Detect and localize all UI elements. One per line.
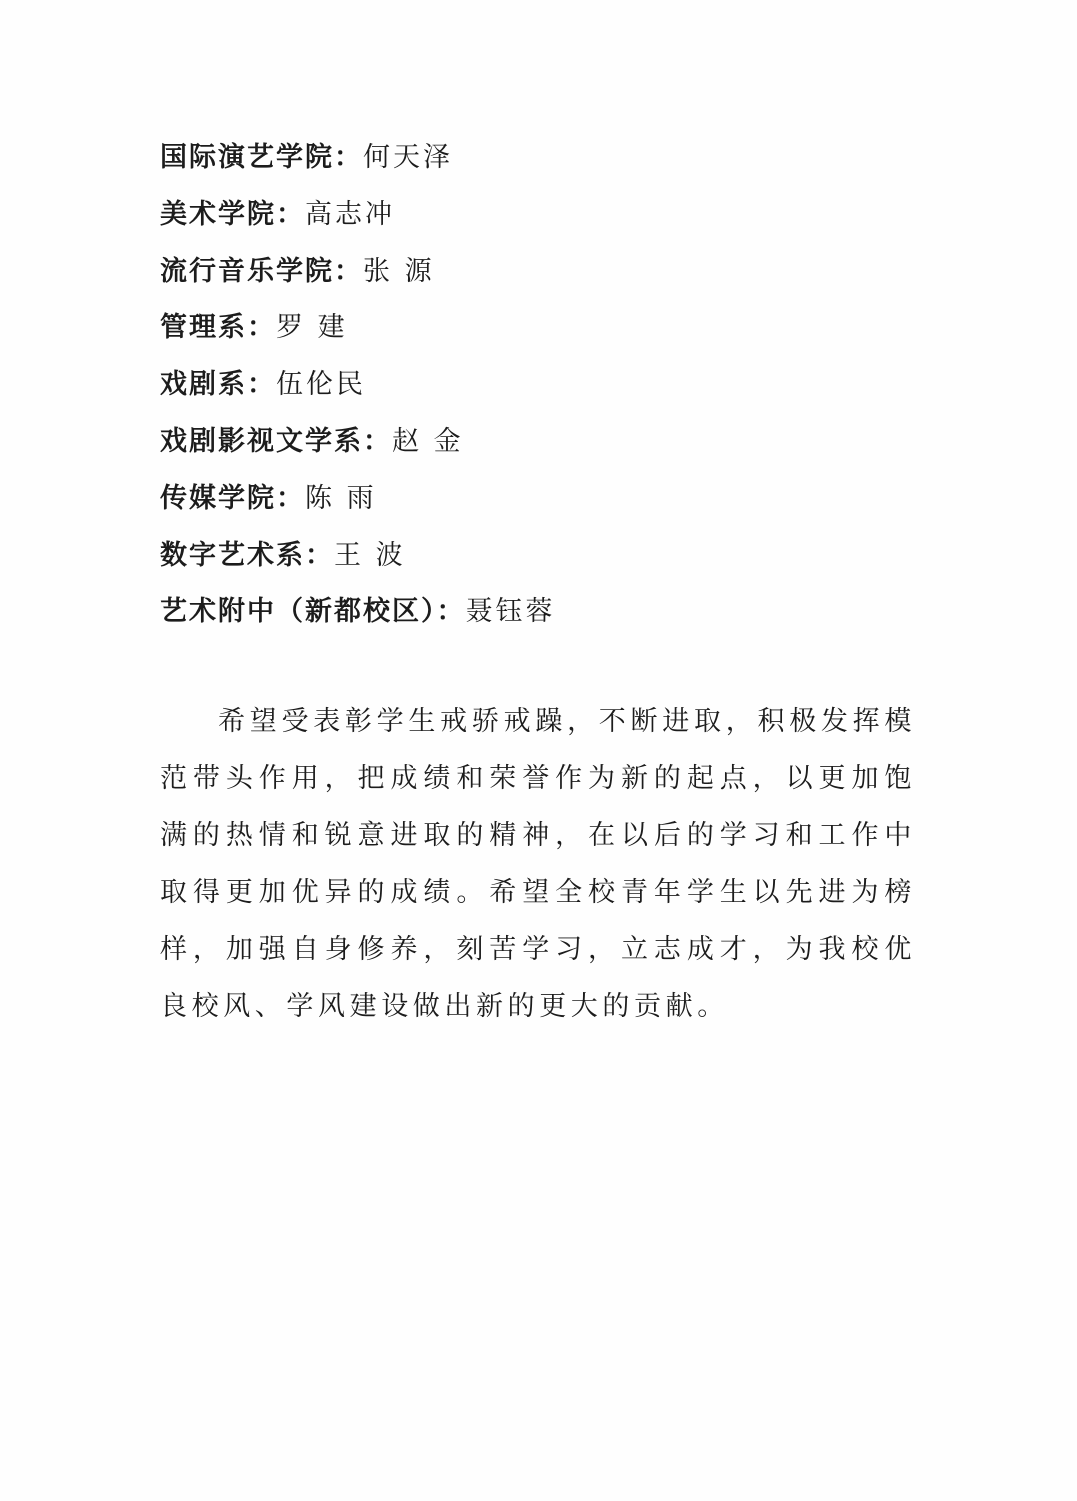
list-item — [160, 528, 920, 585]
list-item — [160, 130, 920, 187]
student-name: 高志冲 — [305, 198, 395, 230]
student-name: 王 波 — [334, 539, 406, 571]
department-label: 传媒学院： — [160, 482, 305, 514]
list-item — [160, 471, 920, 528]
list-item — [160, 357, 920, 414]
list-item — [160, 187, 920, 244]
student-name: 何天泽 — [363, 142, 453, 173]
student-name: 陈 雨 — [305, 482, 377, 514]
department-label: 戏剧系： — [160, 369, 276, 401]
department-label: 数字艺术系： — [160, 539, 334, 571]
list-item — [160, 300, 920, 357]
student-name: 张 源 — [363, 255, 435, 287]
list-item — [160, 414, 920, 471]
closing-paragraph: 希望受表彰学生戒骄戒躁，不断进取，积极发挥模范带头作用，把成绩和荣誉作为新的起点，以更加饱满的热情和锐意进取的精神，在以后的学习和工作中取得更加优异的成绩。希望全校青年学生以先进为榜样，加强自身修养，刻苦学习，立志成才，为我校优良校风、学风建设做出新的更大的贡献。 — [160, 706, 916, 1022]
department-label: 管理系： — [160, 312, 276, 344]
student-name: 聂钰蓉 — [465, 596, 556, 628]
student-name: 赵 金 — [392, 425, 464, 457]
department-label: 戏剧影视文学系： — [160, 425, 392, 457]
department-label: 美术学院： — [160, 198, 305, 230]
list-item — [160, 584, 920, 641]
department-label: 流行音乐学院： — [160, 255, 363, 287]
honors-list — [160, 130, 920, 641]
department-label: 艺术附中（新都校区）： — [160, 596, 466, 628]
student-name: 伍伦民 — [276, 369, 366, 401]
list-item — [160, 244, 920, 301]
student-name: 罗 建 — [276, 312, 348, 344]
department-label: 国际演艺学院： — [160, 142, 363, 173]
